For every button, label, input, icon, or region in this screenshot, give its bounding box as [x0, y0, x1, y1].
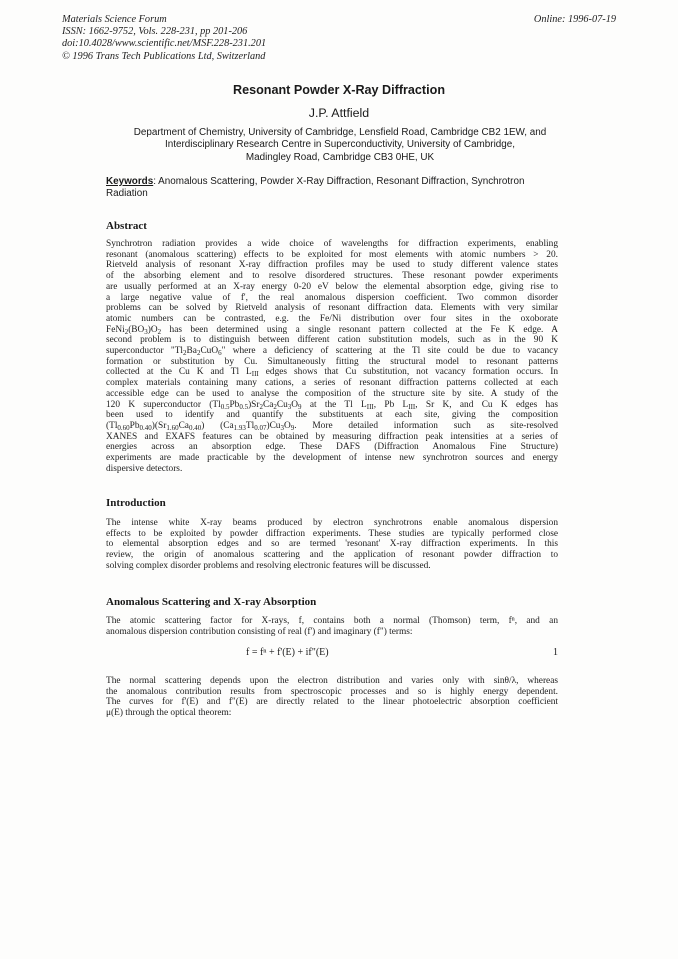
- equation-number: 1: [553, 647, 558, 658]
- text-line: Synchrotron radiation provides a wide choice of wavelengths for diffraction experiments, enabling: [106, 239, 558, 249]
- text-line: μ(E) through the optical theorem:: [106, 708, 232, 719]
- keywords-list: Anomalous Scattering, Powder X-Ray Diffraction, Resonant Diffraction, Synchrotron: [158, 176, 525, 187]
- text-line: problems can be solved by Rietveld analysis of resonant diffraction data. Elements with very similar: [106, 303, 558, 314]
- introduction-heading: Introduction: [106, 497, 166, 509]
- text-line: The atomic scattering factor for X-rays, f, contains both a normal (Thomson) term, fⁿ, and an: [106, 616, 558, 626]
- text-line: accessible edge can be used to analyse the composition of the structure site by site. A study of the: [106, 388, 558, 399]
- copyright-line: © 1996 Trans Tech Publications Ltd, Switzerland: [62, 50, 266, 62]
- text-line: to elemental absorption edges and so are termed 'resonant' X-ray diffraction experiments. In this: [106, 539, 558, 550]
- journal-name: Materials Science Forum: [62, 14, 167, 25]
- paper-title: Resonant Powder X-Ray Diffraction: [232, 83, 446, 97]
- text-line: dispersive detectors.: [106, 463, 183, 474]
- text-line: The intense white X-ray beams produced by electron synchrotrons enable anomalous dispersion: [106, 518, 558, 528]
- text-line: $FeNi_2(BO_3)O_2$ has been determined using a single resonant pattern collected at the Fe K edge. A: [106, 324, 558, 336]
- text-line: are usually performed at an X-ray energy 0-20 eV below the elemental absorption edge, giving rise to: [106, 281, 558, 292]
- text-line: experiments are made practicable by the development of intense new synchrotron sources and energy: [106, 453, 558, 464]
- text-line: $(Tl_{0.60}Pb_{0.40})(Sr_{1.60}Ca_{0.40})$ $(Ca_{1.93}Tl_{0.07})Cu_3O_9$. More detailed information such as site-resolved: [106, 420, 558, 432]
- anomalous-body-2: [106, 676, 558, 719]
- text-line: Rietveld analysis of resonant X-ray diffraction profiles may be used to study different valence states: [106, 260, 558, 271]
- keywords: Keywords: Anomalous Scattering, Powder X-Ray Diffraction, Resonant Diffraction, Synchrotron Radiation: [106, 176, 566, 201]
- author: J.P. Attfield: [308, 106, 370, 120]
- publication-header: [62, 14, 266, 63]
- text-line: energies across an absorption edge. These DAFS (Diffraction Anomalous Fine Structure): [106, 442, 558, 453]
- text-line: formation or substitution by Cu. Simultaneously fitting the structural model to resonant patterns: [106, 356, 558, 367]
- text-line: resonant (anomalous scattering) effects to be exploited for most elements with atomic numbers > 20.: [106, 249, 558, 260]
- keywords-label: Keywords: [106, 176, 154, 187]
- text-line: effects to be exploited by powder diffraction experiments. These studies are typically performed close: [106, 528, 558, 539]
- text-line: complex materials containing many cations, a series of resonant diffraction patterns collected at each: [106, 378, 558, 389]
- equation-formula: f = fⁿ + f'(E) + if"(E): [246, 647, 329, 658]
- doi-line[interactable]: doi:10.4028/www.scientific.net/MSF.228-231.201: [62, 38, 267, 50]
- text-line: the anomalous contribution results from spectroscopic processes and so is highly energy dependent.: [106, 686, 558, 697]
- affiliation-line: Interdisciplinary Research Centre in Superconductivity, University of Cambridge,: [165, 139, 515, 151]
- issn-line: ISSN: 1662-9752, Vols. 228-231, pp 201-206: [62, 26, 248, 38]
- text-line: a large negative value of f', the real anomalous dispersion coefficient. Two common disorder: [106, 292, 558, 303]
- text-line: solving complex disorder problems and resolving electronic features will be discussed.: [106, 560, 431, 571]
- text-line: review, the origin of anomalous scattering and the application of resonant powder diffraction to: [106, 550, 558, 561]
- text-line: 120 K superconductor $(Tl_{0.5}Pb_{0.5})Sr_2Ca_2Cu_3O_9$ at the Tl $L_{III}$, Pb $L_{III}$, Sr K, and Cu K edges has: [106, 399, 558, 411]
- affiliation: [100, 127, 580, 164]
- text-line: The curves for f'(E) and f"(E) are directly related to the linear photoelectric absorption coefficient: [106, 697, 558, 708]
- text-line: anomalous dispersion contribution consisting of real (f') and imaginary (f") terms:: [106, 626, 413, 637]
- text-line: superconductor "$Tl_2Ba_2CuO_6$" where a deficiency of scattering at the Tl site could be due to vacancy: [106, 346, 558, 357]
- text-line: collected at the Cu K and Tl $L_{III}$ edges shows that Cu substitution, not vacancy formation occurs. In: [106, 367, 558, 379]
- text-line: The normal scattering depends upon the electron distribution and varies only with sinθ/λ, whereas: [106, 676, 558, 686]
- abstract-body: [106, 239, 558, 474]
- keywords-list-cont: Radiation: [106, 188, 148, 200]
- text-line: second problem is to distinguish between different cation substitution models, such as in the 90 K: [106, 335, 558, 346]
- anomalous-body-1: [106, 616, 558, 637]
- anomalous-scattering-heading: Anomalous Scattering and X-ray Absorption: [106, 596, 317, 608]
- text-line: of the absorbing element and to resolve disordered structures. These resonant powder experiments: [106, 271, 558, 282]
- text-line: atomic numbers can be contrasted, e.g. the Fe/Ni distribution over four sites in the oxoborate: [106, 313, 558, 324]
- introduction-body: [106, 518, 558, 572]
- equation-1: [106, 647, 558, 660]
- text-line: been used to identify and quantify the substituents at each site, giving the composition: [106, 410, 558, 421]
- abstract-heading: Abstract: [106, 220, 147, 232]
- online-date: Online: 1996-07-19: [533, 14, 616, 25]
- affiliation-line: Madingley Road, Cambridge CB3 0HE, UK: [245, 151, 435, 163]
- affiliation-line: Department of Chemistry, University of Cambridge, Lensfield Road, Cambridge CB2 1EW, and: [133, 127, 547, 138]
- text-line: XANES and EXAFS features can be obtained by measuring diffraction peak intensities at a series of: [106, 431, 558, 442]
